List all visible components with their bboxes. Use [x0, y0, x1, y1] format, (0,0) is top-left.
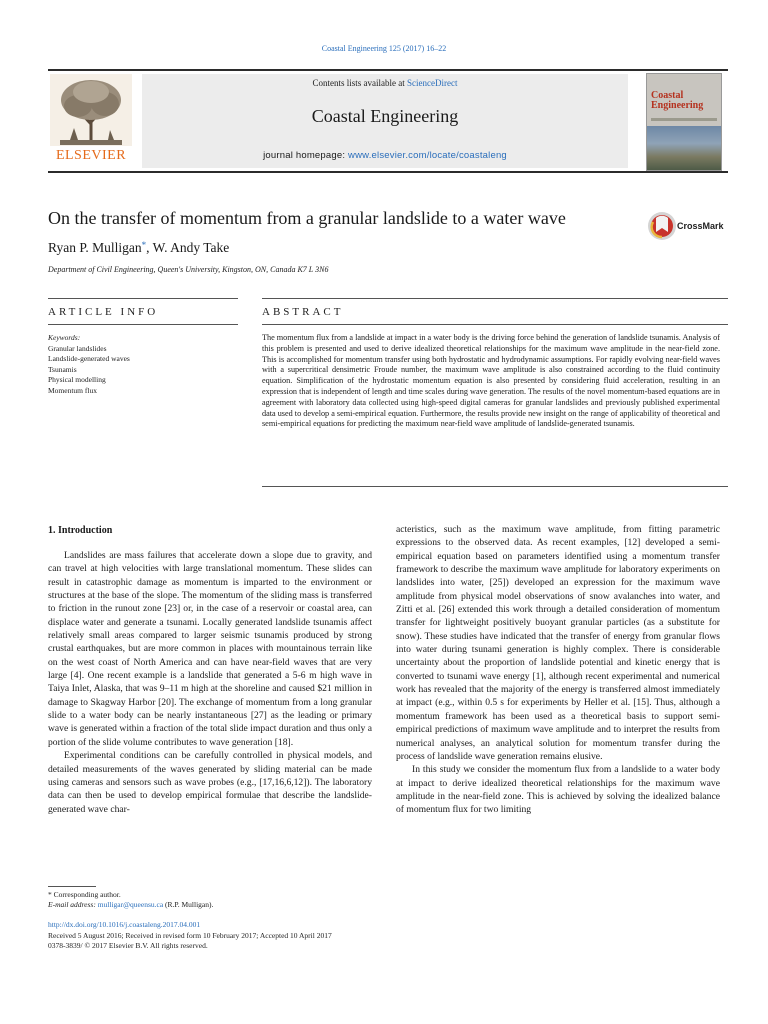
cover-title-line2: Engineering [651, 100, 704, 111]
copyright-line: 0378-3839/ © 2017 Elsevier B.V. All rights reserved. [48, 941, 208, 950]
article-meta [48, 920, 548, 952]
author-list [48, 240, 229, 256]
header-bottom-rule [48, 171, 728, 173]
abstract-heading: ABSTRACT [262, 306, 344, 318]
corresponding-author-mark[interactable]: * [141, 240, 147, 250]
sciencedirect-link[interactable]: ScienceDirect [407, 78, 458, 88]
corresponding-author-note: * Corresponding author. [48, 890, 121, 899]
journal-title: Coastal Engineering [311, 106, 459, 126]
cover-image [647, 126, 721, 170]
footnote-rule [48, 886, 96, 887]
introduction-heading: 1. Introduction [48, 525, 113, 536]
cover-title-line1: Coastal [651, 90, 684, 101]
body-paragraph: Experimental conditions can be carefully controlled in physical models, and detailed measurements of the waves generated by sliding material can be made using cameras and sensors such as wave probes (e.g., [17,16,6,12]). The laboratory data can then be used to develop empirical formulae that describe the landslide-generated wave char- [48, 750, 372, 815]
received-dates: Received 5 August 2016; Received in revised form 10 February 2017; Accepted 10 April 2017 [48, 930, 332, 940]
keyword-item: Granular landslides [48, 343, 107, 353]
journal-cover-thumbnail[interactable] [646, 73, 722, 171]
author-first[interactable]: Ryan P. Mulligan [48, 240, 142, 255]
email-label: E-mail address: [48, 900, 98, 909]
abstract-mid-rule [262, 324, 728, 325]
paper-title: On the transfer of momentum from a granular landslide to a water wave [48, 208, 566, 228]
abstract-text: The momentum flux from a landslide at impact in a water body is the driving force behind the generation of landslide tsunamis. Analysis of this problem is presented and used to derive idealized theoretical relationships for the maximum wave amplitude in the near-field zone. This is accomplished for momentum transfer using both hydrostatic and hydrodynamic assumptions. For rapidly evolving near-field waves with a supercritical densimetric Froude number, the maximum wave amplitude is also constrained according to the fluid continuity equation. Simplification of the hydrostatic momentum equation is also presented by considering fluid acceleration, resulting in an expression that is independent of length and time scales during wave generation. The results of the novel momentum-based equations are in agreement with laboratory data collected using high-speed digital cameras for granular landslides and previously published experimental data used to develop a semi-empirical equation. Furthermore, the results provide new insight on the range of applicability of theoretical and semi-empirical equations for predicting the maximum near-field wave amplitude of landslide-generated tsunamis. [262, 333, 720, 429]
contents-lists-line [142, 78, 628, 88]
homepage-prefix: journal homepage: [263, 150, 349, 161]
elsevier-wordmark[interactable]: ELSEVIER [55, 148, 127, 163]
article-info-mid-rule [48, 324, 238, 325]
contents-prefix: Contents lists available at [312, 78, 407, 88]
crossmark-label[interactable]: CrossMark [677, 221, 724, 231]
abstract-top-rule [262, 298, 728, 299]
abstract-bottom-rule [262, 486, 728, 487]
body-column-left [48, 549, 372, 816]
keyword-item: Landslide-generated waves [48, 354, 130, 364]
body-paragraph: In this study we consider the momentum flux from a landslide to a water body at impact to derive idealized theoretical relationships for the maximum wave amplitude in the near-field zone. This is achieved by solving the idealized balance of momentum flux for two limiting [396, 764, 720, 816]
article-info-top-rule [48, 298, 238, 299]
keyword-item: Physical modelling [48, 375, 106, 385]
keywords-block [48, 333, 238, 397]
author-email-link[interactable]: mulligar@queensu.ca [97, 900, 164, 909]
affiliation: Department of Civil Engineering, Queen's University, Kingston, ON, Canada K7 L 3N6 [48, 265, 329, 274]
keyword-item: Tsunamis [48, 364, 77, 374]
author-rest[interactable]: , W. Andy Take [146, 240, 230, 255]
header-top-rule [48, 69, 728, 71]
journal-citation[interactable]: Coastal Engineering 125 (2017) 16–22 [321, 44, 447, 53]
keyword-item: Momentum flux [48, 385, 97, 395]
email-suffix: (R.P. Mulligan). [163, 900, 214, 909]
journal-homepage-line [142, 150, 628, 161]
cover-title [651, 91, 703, 111]
doi-link[interactable]: http://dx.doi.org/10.1016/j.coastaleng.2017.04.001 [48, 920, 201, 929]
journal-homepage-link[interactable]: www.elsevier.com/locate/coastaleng [348, 150, 507, 161]
journal-header-band [142, 74, 628, 168]
body-column-right [396, 523, 720, 817]
body-paragraph: Landslides are mass failures that accelerate down a slope due to gravity, and can travel at high velocities with large translational momentum. These slides can result in catastrophic damage as momentum is imparted to the environment or structures at the base of the slope. The momentum of the sliding mass is transferred to friction in the runout zone [23] or, in the case of a reservoir or coastal area, can displace water and generate a tsunami. Locally generated landslide tsunamis affect relatively small areas compared to larger seismic tsunamis produced by strong crustal earthquakes, but are more common in places with mountainous terrain like on the west coast of North America and can have near-field waves that are very large [4]. One recent example is a landslide that generated a 5-6 m high wave in Taiya Inlet, Alaska, that was 9–11 m high at the shoreline and caused $21 million in damage to Skagway Harbor [20]. The exchange of momentum from a long granular slide to a water body can be nearly instantaneous [27] as the leading or primary wave is generated within a fraction of the total slide impact duration and thus only a portion of the slide volume contributes to wave generation [18]. [48, 550, 372, 748]
email-line [48, 900, 378, 910]
keywords-label: Keywords: [48, 333, 81, 342]
cover-stripe [651, 118, 717, 121]
article-info-heading: ARTICLE INFO [48, 306, 159, 318]
footnote [48, 886, 378, 910]
body-paragraph: acteristics, such as the maximum wave amplitude, from fitting parametric expressions to the observed data. As recent examples, [12] developed a semi-empirical equation based on parameters identified using a momentum transfer framework to describe the maximum wave amplitude for laboratory experiments on landslides into water, [25]) developed an expression for the maximum wave amplitude from physical model observations of snow avalanches into water, and Zitti et al. [26] extended this work through a detailed consideration of momentum transfer for lightweight positively buoyant granular particles (as a substitute for snow). These studies have indicated that the transfer of energy from granular flows into water during tsunami generation is highly complex. There is considerable uncertainty about the proportion of landslide potential and kinetic energy that is converted to tsunami wave energy [1], although recent experimental and numerical work has revealed that the majority of the energy is transferred almost immediately at impact (e.g., within 0.5 s for experiments by Heller et al. [15]. Thus, although a momentum framework has been used as a theoretical basis to support semi-empirical predictions of maximum wave amplitude and to interpret the results from numerical analyses, an analytical solution for momentum transfer during the process of landslide wave generation remains elusive. [396, 524, 720, 762]
